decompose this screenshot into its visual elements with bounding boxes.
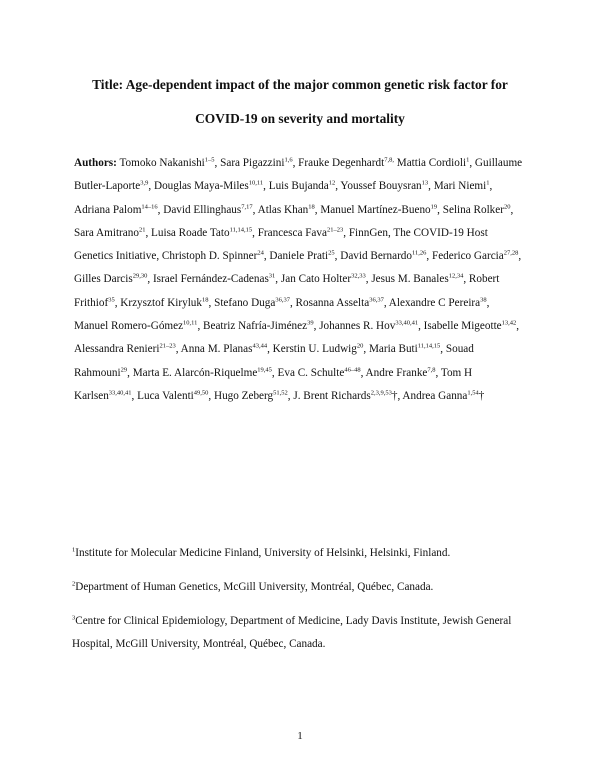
- author-affiliation-number: 13: [421, 179, 429, 187]
- author-name: , Adriana Palom: [74, 180, 493, 216]
- author-name: , David Bernardo: [334, 250, 412, 263]
- author-affiliation-number: 14–16: [141, 202, 158, 210]
- author-name: , Marta E. Alarcón-Riquelme: [127, 366, 258, 379]
- author-name: Tomoko Nakanishi: [116, 157, 205, 169]
- author-name: , Francesca Fava: [252, 226, 327, 239]
- author-affiliation-number: 36,37: [275, 296, 290, 304]
- author-name: , Robert Frithiof: [74, 273, 500, 309]
- author-name: , Manuel Martínez-Bueno: [314, 203, 431, 216]
- author-affiliation-number: 39: [307, 319, 314, 327]
- author-affiliation-number: 27,28: [503, 249, 519, 257]
- author-name: , FinnGen, The COVID-19 Host Genetics Initiative, Christoph D. Spinner: [74, 226, 488, 263]
- author-name: , Daniele Prati: [263, 250, 329, 263]
- author-name: , Tom H Karlsen: [74, 366, 473, 402]
- author-affiliation-number: 18: [202, 296, 209, 304]
- author-affiliation-number: 29: [120, 365, 128, 373]
- author-affiliation-number: 7,17: [241, 202, 253, 210]
- author-name: , Krzysztof Kiryluk: [114, 296, 202, 309]
- author-affiliation-number: 21–23: [159, 342, 176, 350]
- author-name: , Luis Bujanda: [263, 180, 329, 193]
- author-affiliation-number: 51,52: [273, 389, 288, 397]
- author-name: , Eva C. Schulte: [271, 366, 345, 379]
- author-affiliation-number: 38: [480, 296, 487, 304]
- author-affiliation-number: 3,9: [140, 179, 149, 187]
- author-affiliation-number: 1,54: [467, 389, 479, 397]
- author-affiliation-number: 21: [138, 226, 146, 234]
- author-affiliation-number: 12,34: [448, 272, 464, 280]
- author-name: , Kerstin U. Ludwig: [267, 343, 357, 356]
- author-name: , Luca Valenti: [131, 389, 194, 402]
- author-name: , Selina Rolker: [437, 203, 504, 216]
- author-affiliation-number: 33,40,41: [108, 389, 132, 397]
- author-affiliation-number: 1,6: [284, 156, 293, 164]
- author-name: , J. Brent Richards: [287, 389, 371, 402]
- author-name: , Hugo Zeberg: [208, 389, 274, 402]
- title-line-1: Title: Age-dependent impact of the major common genetic risk factor for: [92, 77, 508, 92]
- affiliation-2-number: 2: [72, 580, 76, 588]
- author-affiliation-number: 12: [328, 179, 336, 187]
- author-affiliation-number: 32,33: [351, 272, 366, 280]
- author-name: , Jan Cato Holter: [275, 273, 352, 286]
- author-affiliation-number: 33,40,41: [395, 319, 419, 327]
- author-affiliation-number: 35: [108, 296, 115, 304]
- affiliation-1: [72, 542, 542, 565]
- author-name: , Rosanna Asselta: [289, 296, 370, 309]
- author-affiliation-number: 29,30: [132, 272, 148, 280]
- author-affiliation-number: 49,50: [193, 389, 209, 397]
- author-name: , Alexandre C Pereira: [383, 296, 481, 309]
- author-list: [74, 152, 526, 408]
- author-name: †: [478, 389, 485, 402]
- author-name: , Sara Amitrano: [74, 203, 514, 239]
- author-affiliation-number: 25: [328, 249, 335, 257]
- author-affiliation-number: 10,11: [183, 319, 198, 327]
- author-affiliation-number: 7,8,: [384, 156, 394, 164]
- author-name: , Guillaume Butler-Laporte: [74, 157, 523, 193]
- author-affiliation-number: 1: [466, 156, 470, 164]
- author-affiliation-number: 21–23: [326, 226, 344, 234]
- author-name: , Johannes R. Hov: [313, 320, 396, 333]
- author-name: , Maria Buti: [363, 343, 418, 356]
- affiliation-3: [72, 610, 542, 657]
- author-affiliation-number: 20: [356, 342, 364, 350]
- affiliation-3-text: Centre for Clinical Epidemiology, Department of Medicine, Lady Davis Institute, Jewish General Hospital, McGill University, Montréal, Québec, Canada.: [72, 615, 512, 651]
- author-name: , Sara Pigazzini: [214, 157, 285, 169]
- author-name: , Alessandra Renieri: [74, 320, 520, 356]
- author-name: , Luisa Roade Tato: [145, 226, 230, 239]
- author-name: , Souad Rahmouni: [74, 343, 474, 379]
- affiliation-1-text: Institute for Molecular Medicine Finland, University of Helsinki, Helsinki, Finland.: [75, 547, 451, 559]
- author-name: †, Andrea Ganna: [391, 389, 468, 402]
- author-name: , Israel Fernández-Cadenas: [147, 273, 269, 286]
- author-name: , Youssef Bouysran: [335, 180, 422, 193]
- author-name: , Mari Niemi: [428, 180, 487, 193]
- author-affiliation-number: 19: [430, 202, 438, 210]
- author-name: , Gilles Darcis: [74, 250, 522, 286]
- author-name: , Frauke Degenhardt: [292, 157, 385, 169]
- author-affiliation-number: 1: [486, 179, 490, 187]
- author-affiliation-number: 13,42: [501, 319, 517, 327]
- author-affiliation-number: 7,8: [427, 365, 436, 373]
- author-name: , Manuel Romero-Gómez: [74, 296, 490, 333]
- author-affiliation-number: 11,26: [412, 249, 427, 257]
- author-name: , Isabelle Migeotte: [418, 320, 502, 333]
- author-affiliation-number: 2,3,9,53: [370, 389, 392, 397]
- author-affiliation-number: 36,37: [369, 296, 384, 304]
- author-affiliation-number: 11,14,15: [417, 342, 441, 350]
- affiliation-2-text: Department of Human Genetics, McGill University, Montréal, Québec, Canada.: [75, 581, 434, 593]
- author-name: Mattia Cordioli: [393, 157, 467, 169]
- affiliation-2: [72, 576, 542, 599]
- author-name: , David Ellinghaus: [157, 203, 242, 216]
- author-name: , Beatriz Nafría-Jiménez: [197, 320, 308, 333]
- author-affiliation-number: 18: [308, 202, 315, 210]
- author-name: , Federico Garcia: [426, 250, 504, 263]
- affiliation-1-number: 1: [72, 546, 76, 554]
- author-name: , Douglas Maya-Miles: [148, 180, 249, 193]
- author-affiliation-number: 46–48: [344, 365, 361, 373]
- authors-label: Authors:: [74, 157, 117, 169]
- author-name: , Jesus M. Banales: [365, 273, 449, 286]
- author-name: , Stefano Duga: [208, 296, 276, 309]
- author-name: , Atlas Khan: [252, 203, 309, 216]
- author-affiliation-number: 1–5: [204, 156, 215, 164]
- author-affiliation-number: 19,45: [257, 365, 272, 373]
- author-affiliation-number: 24: [257, 249, 264, 257]
- author-names: [74, 157, 522, 402]
- affiliation-3-number: 3: [72, 614, 76, 622]
- author-affiliation-number: 43,44: [252, 342, 268, 350]
- title-line-2: COVID-19 on severity and mortality: [195, 111, 405, 126]
- page-number: 1: [297, 730, 303, 742]
- author-affiliation-number: 31: [268, 272, 276, 280]
- author-affiliation-number: 11,14,15: [229, 226, 253, 234]
- author-name: , Andre Franke: [360, 366, 428, 379]
- author-name: , Anna M. Planas: [175, 343, 253, 356]
- author-affiliation-number: 10,11: [248, 179, 264, 187]
- author-affiliation-number: 20: [503, 202, 511, 210]
